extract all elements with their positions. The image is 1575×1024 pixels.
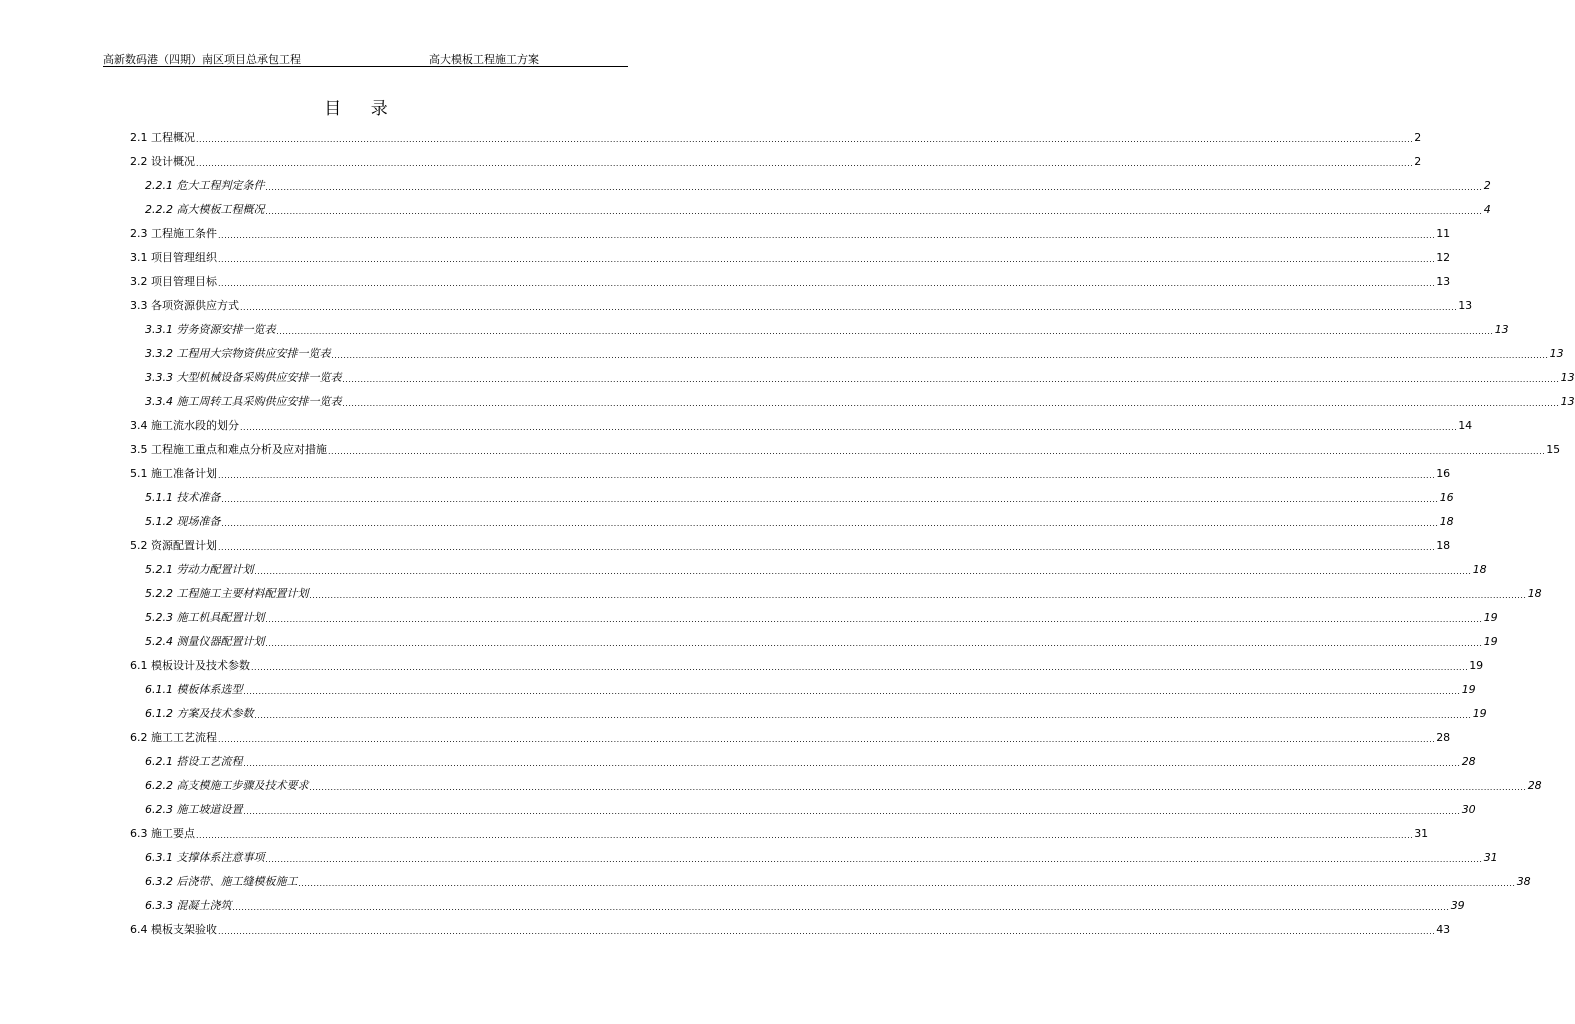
toc-entry[interactable]	[130, 533, 1451, 557]
toc-dot-leader: ................................................................................................................................................................................................................................................................................................................................................................................................................	[196, 158, 1414, 168]
toc-dot-leader: ................................................................................................................................................................................................................................................................................................................................................................................................................	[265, 638, 1483, 648]
toc-entry-label: 2.2 设计概况	[130, 155, 195, 168]
toc-entry-page-number: 31	[1483, 850, 1498, 864]
toc-entry[interactable]	[130, 701, 1487, 725]
toc-entry-label: 2.2.2 高大模板工程概况	[145, 203, 265, 216]
toc-entry[interactable]	[130, 245, 1451, 269]
toc-entry-label: 2.1 工程概况	[130, 131, 195, 144]
toc-entry-label: 3.3 各项资源供应方式	[130, 299, 239, 312]
toc-entry-page-number: 13	[1436, 274, 1451, 288]
toc-entry-label: 3.3.1 劳务资源安排一览表	[145, 323, 276, 336]
toc-dot-leader: ................................................................................................................................................................................................................................................................................................................................................................................................................	[331, 350, 1549, 360]
toc-entry-page-number: 28	[1461, 754, 1476, 768]
table-of-contents	[130, 125, 1575, 941]
toc-entry[interactable]	[130, 749, 1476, 773]
toc-dot-leader: ................................................................................................................................................................................................................................................................................................................................................................................................................	[240, 302, 1458, 312]
toc-entry[interactable]	[130, 221, 1451, 245]
toc-entry[interactable]	[130, 365, 1575, 389]
toc-dot-leader: ................................................................................................................................................................................................................................................................................................................................................................................................................	[265, 854, 1483, 864]
toc-dot-leader: ................................................................................................................................................................................................................................................................................................................................................................................................................	[342, 374, 1560, 384]
toc-dot-leader: ................................................................................................................................................................................................................................................................................................................................................................................................................	[243, 758, 1461, 768]
toc-entry[interactable]	[130, 821, 1429, 845]
toc-entry[interactable]	[130, 485, 1454, 509]
toc-entry-page-number: 14	[1458, 418, 1473, 432]
toc-entry[interactable]	[130, 581, 1542, 605]
toc-dot-leader: ................................................................................................................................................................................................................................................................................................................................................................................................................	[342, 398, 1560, 408]
toc-entry-page-number: 31	[1414, 826, 1429, 840]
toc-dot-leader: ................................................................................................................................................................................................................................................................................................................................................................................................................	[276, 326, 1494, 336]
toc-dot-leader: ................................................................................................................................................................................................................................................................................................................................................................................................................	[221, 518, 1439, 528]
toc-entry-label: 5.1.1 技术准备	[145, 491, 221, 504]
toc-entry-label: 5.2.2 工程施工主要材料配置计划	[145, 587, 309, 600]
toc-entry-label: 6.3.2 后浇带、施工缝模板施工	[145, 875, 298, 888]
toc-entry-label: 3.2 项目管理目标	[130, 275, 217, 288]
toc-dot-leader: ................................................................................................................................................................................................................................................................................................................................................................................................................	[243, 806, 1461, 816]
toc-dot-leader: ................................................................................................................................................................................................................................................................................................................................................................................................................	[309, 782, 1527, 792]
toc-entry[interactable]	[130, 869, 1531, 893]
toc-entry-label: 3.3.3 大型机械设备采购供应安排一览表	[145, 371, 342, 384]
toc-entry-label: 6.2.3 施工坡道设置	[145, 803, 243, 816]
toc-entry[interactable]	[130, 269, 1451, 293]
toc-entry[interactable]	[130, 293, 1473, 317]
toc-entry-label: 6.3.3 混凝土浇筑	[145, 899, 232, 912]
toc-entry[interactable]	[130, 773, 1542, 797]
toc-dot-leader: ................................................................................................................................................................................................................................................................................................................................................................................................................	[218, 278, 1436, 288]
toc-entry-page-number: 19	[1461, 682, 1476, 696]
toc-entry-page-number: 30	[1461, 802, 1476, 816]
toc-entry-label: 6.1.2 方案及技术参数	[145, 707, 254, 720]
toc-entry[interactable]	[130, 317, 1509, 341]
toc-dot-leader: ................................................................................................................................................................................................................................................................................................................................................................................................................	[328, 446, 1546, 456]
toc-entry-label: 5.1 施工准备计划	[130, 467, 217, 480]
toc-entry[interactable]	[130, 677, 1476, 701]
toc-entry-page-number: 39	[1450, 898, 1465, 912]
toc-dot-leader: ................................................................................................................................................................................................................................................................................................................................................................................................................	[218, 470, 1436, 480]
toc-entry[interactable]	[130, 629, 1498, 653]
toc-dot-leader: ................................................................................................................................................................................................................................................................................................................................................................................................................	[218, 926, 1436, 936]
toc-entry-label: 6.3.1 支撑体系注意事项	[145, 851, 265, 864]
toc-entry[interactable]	[130, 173, 1491, 197]
toc-entry-label: 6.1 模板设计及技术参数	[130, 659, 250, 672]
toc-dot-leader: ................................................................................................................................................................................................................................................................................................................................................................................................................	[265, 614, 1483, 624]
toc-entry-page-number: 19	[1469, 658, 1484, 672]
toc-entry-label: 3.4 施工流水段的划分	[130, 419, 239, 432]
toc-entry[interactable]	[130, 389, 1575, 413]
toc-entry[interactable]	[130, 653, 1484, 677]
toc-entry[interactable]	[130, 125, 1422, 149]
toc-entry-page-number: 2	[1414, 130, 1422, 144]
toc-dot-leader: ................................................................................................................................................................................................................................................................................................................................................................................................................	[240, 422, 1458, 432]
toc-entry-page-number: 19	[1483, 610, 1498, 624]
toc-entry-label: 3.1 项目管理组织	[130, 251, 217, 264]
toc-entry-page-number: 12	[1436, 250, 1451, 264]
toc-dot-leader: ................................................................................................................................................................................................................................................................................................................................................................................................................	[196, 134, 1414, 144]
toc-entry-page-number: 4	[1483, 202, 1491, 216]
toc-entry-page-number: 19	[1483, 634, 1498, 648]
header-divider	[103, 66, 628, 67]
toc-entry-label: 5.2 资源配置计划	[130, 539, 217, 552]
toc-entry-label: 5.2.3 施工机具配置计划	[145, 611, 265, 624]
page-header	[103, 49, 628, 67]
toc-entry-page-number: 16	[1439, 490, 1454, 504]
toc-dot-leader: ................................................................................................................................................................................................................................................................................................................................................................................................................	[232, 902, 1450, 912]
toc-entry[interactable]	[130, 557, 1487, 581]
toc-entry-label: 6.2.1 搭设工艺流程	[145, 755, 243, 768]
toc-entry-label: 2.3 工程施工条件	[130, 227, 217, 240]
toc-entry[interactable]	[130, 893, 1465, 917]
toc-dot-leader: ................................................................................................................................................................................................................................................................................................................................................................................................................	[218, 230, 1436, 240]
toc-entry-label: 3.3.4 施工周转工具采购供应安排一览表	[145, 395, 342, 408]
toc-entry[interactable]	[130, 725, 1451, 749]
toc-entry-label: 6.4 模板支架验收	[130, 923, 217, 936]
toc-entry-page-number: 15	[1546, 442, 1561, 456]
toc-entry-page-number: 13	[1560, 394, 1575, 408]
toc-entry-page-number: 16	[1436, 466, 1451, 480]
toc-entry-page-number: 13	[1458, 298, 1473, 312]
toc-title: 目 录	[324, 99, 400, 119]
toc-dot-leader: ................................................................................................................................................................................................................................................................................................................................................................................................................	[196, 830, 1414, 840]
toc-entry-page-number: 38	[1516, 874, 1531, 888]
toc-entry-page-number: 19	[1472, 706, 1487, 720]
toc-dot-leader: ................................................................................................................................................................................................................................................................................................................................................................................................................	[218, 542, 1436, 552]
toc-entry[interactable]	[130, 341, 1564, 365]
toc-entry[interactable]	[130, 509, 1454, 533]
toc-entry-page-number: 13	[1549, 346, 1564, 360]
toc-dot-leader: ................................................................................................................................................................................................................................................................................................................................................................................................................	[298, 878, 1516, 888]
toc-entry[interactable]	[130, 197, 1491, 221]
toc-entry-page-number: 18	[1439, 514, 1454, 528]
toc-dot-leader: ................................................................................................................................................................................................................................................................................................................................................................................................................	[221, 494, 1439, 504]
toc-entry-page-number: 13	[1560, 370, 1575, 384]
toc-entry-page-number: 18	[1472, 562, 1487, 576]
toc-entry[interactable]	[130, 437, 1561, 461]
header-project-title: 高新数码港（四期）南区项目总承包工程	[103, 53, 301, 66]
toc-entry-label: 5.2.4 测量仪器配置计划	[145, 635, 265, 648]
toc-entry-label: 5.2.1 劳动力配置计划	[145, 563, 254, 576]
toc-entry-label: 6.2.2 高支模施工步骤及技术要求	[145, 779, 309, 792]
toc-entry-label: 3.3.2 工程用大宗物资供应安排一览表	[145, 347, 331, 360]
toc-dot-leader: ................................................................................................................................................................................................................................................................................................................................................................................................................	[218, 734, 1436, 744]
toc-entry-page-number: 2	[1483, 178, 1491, 192]
toc-entry-label: 5.1.2 现场准备	[145, 515, 221, 528]
toc-entry[interactable]	[130, 149, 1422, 173]
toc-dot-leader: ................................................................................................................................................................................................................................................................................................................................................................................................................	[265, 206, 1483, 216]
toc-entry-label: 6.3 施工要点	[130, 827, 195, 840]
toc-entry-label: 2.2.1 危大工程判定条件	[145, 179, 265, 192]
toc-dot-leader: ................................................................................................................................................................................................................................................................................................................................................................................................................	[243, 686, 1461, 696]
toc-dot-leader: ................................................................................................................................................................................................................................................................................................................................................................................................................	[254, 566, 1472, 576]
toc-entry[interactable]	[130, 413, 1473, 437]
toc-entry-page-number: 13	[1494, 322, 1509, 336]
toc-entry-page-number: 28	[1527, 778, 1542, 792]
toc-entry[interactable]	[130, 917, 1451, 941]
toc-entry[interactable]	[130, 797, 1476, 821]
toc-dot-leader: ................................................................................................................................................................................................................................................................................................................................................................................................................	[251, 662, 1469, 672]
toc-entry[interactable]	[130, 845, 1498, 869]
toc-entry-page-number: 18	[1527, 586, 1542, 600]
toc-entry-page-number: 2	[1414, 154, 1422, 168]
toc-dot-leader: ................................................................................................................................................................................................................................................................................................................................................................................................................	[218, 254, 1436, 264]
toc-entry-page-number: 28	[1436, 730, 1451, 744]
toc-entry[interactable]	[130, 461, 1451, 485]
toc-entry-page-number: 18	[1436, 538, 1451, 552]
toc-dot-leader: ................................................................................................................................................................................................................................................................................................................................................................................................................	[309, 590, 1527, 600]
toc-entry[interactable]	[130, 605, 1498, 629]
toc-entry-label: 6.1.1 模板体系选型	[145, 683, 243, 696]
toc-entry-label: 3.5 工程施工重点和难点分析及应对措施	[130, 443, 327, 456]
toc-entry-page-number: 43	[1436, 922, 1451, 936]
toc-entry-page-number: 11	[1436, 226, 1451, 240]
toc-entry-label: 6.2 施工工艺流程	[130, 731, 217, 744]
header-document-title: 高大模板工程施工方案	[429, 53, 539, 66]
toc-dot-leader: ................................................................................................................................................................................................................................................................................................................................................................................................................	[254, 710, 1472, 720]
toc-dot-leader: ................................................................................................................................................................................................................................................................................................................................................................................................................	[265, 182, 1483, 192]
